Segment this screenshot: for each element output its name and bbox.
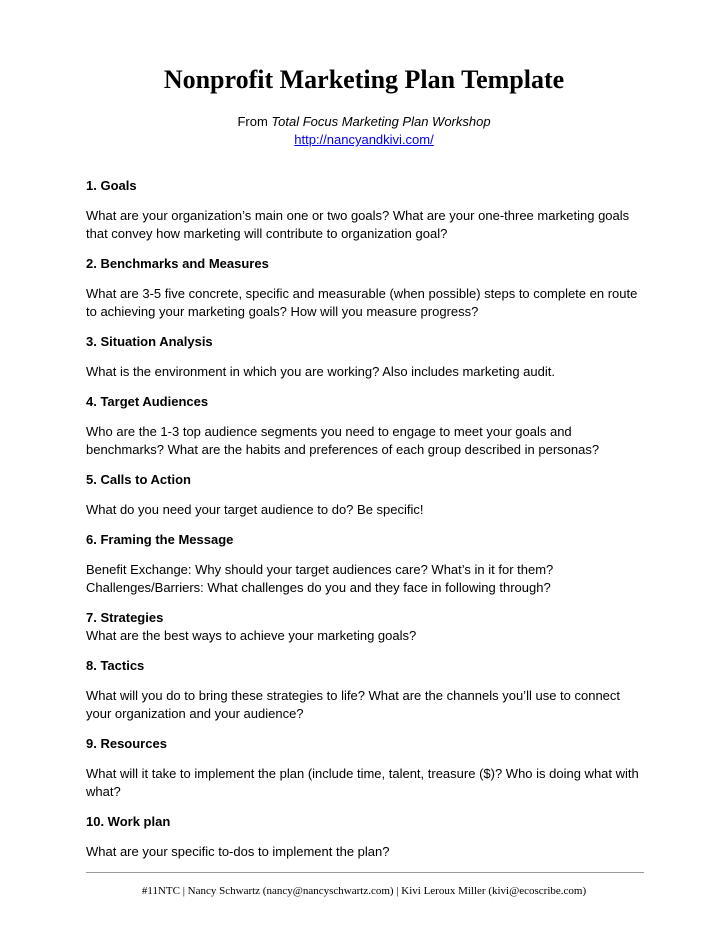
section-heading: 6. Framing the Message [86,532,234,547]
section-heading: 7. Strategies [86,610,164,625]
section-heading: 4. Target Audiences [86,394,209,409]
page-title: Nonprofit Marketing Plan Template [163,65,565,94]
plan-sections [86,177,648,861]
footer-divider [86,872,644,873]
section-body: What is the environment in which you are working? Also includes marketing audit. [86,364,555,379]
workshop-name: Total Focus Marketing Plan Workshop [271,114,491,129]
source-link-line [0,131,728,148]
nancyandkivi-link[interactable]: http://nancyandkivi.com/ [294,132,434,147]
section-heading: 2. Benchmarks and Measures [86,256,269,271]
footer-credits: #11NTC | Nancy Schwartz (nancy@nancyschwartz.com) | Kivi Leroux Miller (kivi@ecoscribe.com) [141,885,587,897]
section-heading: 10. Work plan [86,814,171,829]
source-prefix: From [237,114,272,129]
section-framing-message [86,531,648,597]
source-attribution [0,113,728,130]
section-body: What are the best ways to achieve your marketing goals? [86,628,417,643]
section-heading: 9. Resources [86,736,167,751]
challenges-barriers-line: Challenges/Barriers: What challenges do you and they face in following through? [86,580,551,595]
section-target-audiences [86,393,648,459]
benefit-exchange-line: Benefit Exchange: Why should your target audiences care? What’s in it for them? [86,562,554,577]
section-heading: 8. Tactics [86,658,145,673]
section-resources [86,735,648,801]
section-calls-to-action [86,471,648,519]
section-goals [86,177,648,243]
section-body: What are 3-5 five concrete, specific and measurable (when possible) steps to complete en route to achieving your marketing goals? How will you measure progress? [86,286,638,319]
section-situation-analysis [86,333,648,381]
section-strategies [86,609,648,645]
section-tactics [86,657,648,723]
section-work-plan [86,813,648,861]
section-body: What are your organization’s main one or two goals? What are your one-three marketing goals that convey how marketing will contribute to organization goal? [86,208,630,241]
section-body: What do you need your target audience to do? Be specific! [86,502,424,517]
section-body: What are your specific to-dos to implement the plan? [86,844,390,859]
section-heading: 1. Goals [86,178,137,193]
section-benchmarks [86,255,648,321]
section-heading: 5. Calls to Action [86,472,191,487]
section-body: Who are the 1-3 top audience segments you need to engage to meet your goals and benchmarks? What are the habits and preferences of each group described in personas? [86,424,600,457]
section-body: What will it take to implement the plan (include time, talent, treasure ($)? Who is doing what with what? [86,766,639,799]
section-body: What will you do to bring these strategies to life? What are the channels you’ll use to connect your organization and your audience? [86,688,621,721]
section-heading: 3. Situation Analysis [86,334,213,349]
